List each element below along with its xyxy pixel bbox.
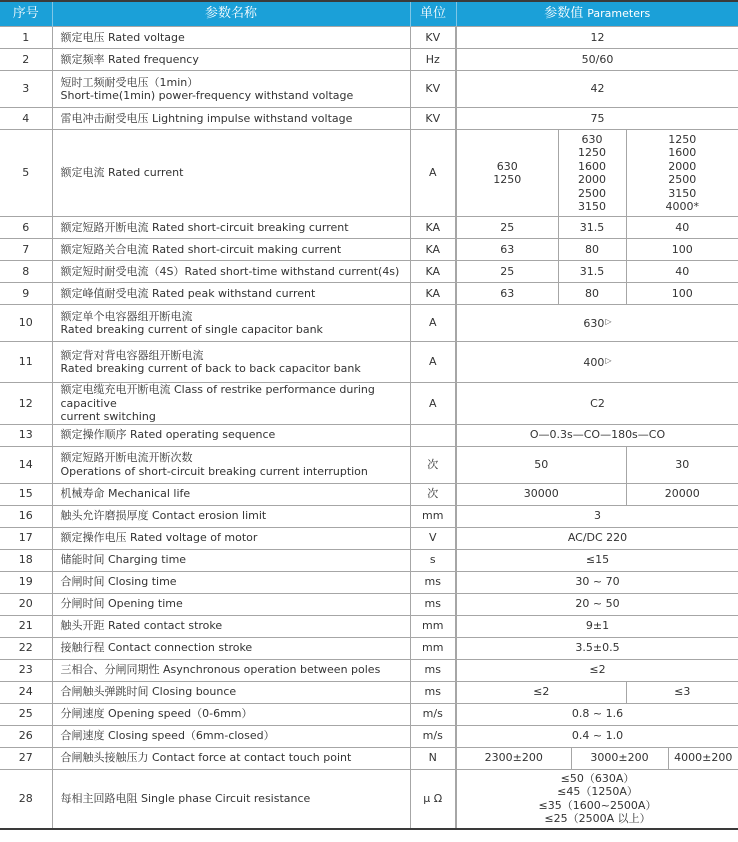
value-line: 1600 (668, 146, 697, 159)
param-name-en: Rated breaking current of single capacitor bank (60, 323, 323, 336)
param-name-cn: 额定短路开断电流开断次数 (60, 451, 193, 464)
param-value-col-3: 100 (626, 283, 738, 305)
param-name-en: Short-time(1min) power-frequency withstand voltage (60, 89, 354, 102)
table-row (0, 27, 738, 49)
param-name (52, 446, 410, 483)
row-number: 17 (0, 527, 52, 549)
param-name: 分闸时间 Opening time (52, 593, 410, 615)
param-name: 三相合、分闸同期性 Asynchronous operation between poles (52, 659, 410, 681)
table-row (0, 703, 738, 725)
param-unit: m/s (410, 703, 456, 725)
header-params-cn: 参数值 (544, 6, 584, 22)
param-value: 12 (456, 27, 738, 49)
row-number: 1 (0, 27, 52, 49)
param-unit: 次 (410, 446, 456, 483)
row-number: 12 (0, 383, 52, 425)
table-row (0, 49, 738, 71)
row-number: 3 (0, 71, 52, 108)
param-name: 储能时间 Charging time (52, 549, 410, 571)
value-text: 630 (583, 317, 605, 331)
param-unit: mm (410, 505, 456, 527)
row-number: 21 (0, 615, 52, 637)
param-value-col-1: 50 (456, 446, 626, 483)
table-row (0, 239, 738, 261)
row-number: 24 (0, 681, 52, 703)
param-value-col-2: 31.5 (558, 217, 626, 239)
param-name: 机械寿命 Mechanical life (52, 483, 410, 505)
row-number: 14 (0, 446, 52, 483)
table-row (0, 108, 738, 130)
param-value: O—0.3s—CO—180s—CO (456, 424, 738, 446)
param-name: 额定短时耐受电流（4S）Rated short-time withstand current(4s) (52, 261, 410, 283)
param-value: 0.8 ~ 1.6 (456, 703, 738, 725)
param-name: 额定电压 Rated voltage (52, 27, 410, 49)
triangle-marker-icon: ▷ (605, 356, 612, 366)
row-number: 19 (0, 571, 52, 593)
param-value: 50/60 (456, 49, 738, 71)
param-value-col-2 (558, 130, 626, 217)
table-row (0, 549, 738, 571)
row-number: 16 (0, 505, 52, 527)
param-name: 额定操作电压 Rated voltage of motor (52, 527, 410, 549)
param-value: 0.4 ~ 1.0 (456, 725, 738, 747)
row-number: 15 (0, 483, 52, 505)
param-name: 额定峰值耐受电流 Rated peak withstand current (52, 283, 410, 305)
table-row (0, 424, 738, 446)
param-value-col-3: 100 (626, 239, 738, 261)
param-value-col-1: 25 (456, 217, 558, 239)
param-name-en: current switching (60, 410, 156, 423)
param-name-cn: 额定背对背电容器组开断电流 (60, 348, 204, 362)
param-value-col-3: 4000±200 (668, 747, 738, 769)
param-name (52, 383, 410, 425)
param-name: 额定操作顺序 Rated operating sequence (52, 424, 410, 446)
table-row (0, 659, 738, 681)
header-params-en: Parameters (587, 7, 651, 21)
param-value-col-2: 80 (558, 283, 626, 305)
param-name: 额定频率 Rated frequency (52, 49, 410, 71)
param-unit: mm (410, 615, 456, 637)
param-unit: V (410, 527, 456, 549)
header-params (456, 1, 738, 27)
row-number: 5 (0, 130, 52, 217)
value-text: 400 (583, 356, 605, 370)
param-unit: Hz (410, 49, 456, 71)
param-unit: m/s (410, 725, 456, 747)
param-unit: KA (410, 261, 456, 283)
param-name: 合闸触头接触压力 Contact force at contact touch point (52, 747, 410, 769)
table-row (0, 446, 738, 483)
value-line: 2500 (578, 186, 606, 200)
value-line: 2000 (668, 159, 697, 173)
table-row (0, 283, 738, 305)
param-value-col-3: 40 (626, 261, 738, 283)
value-line: 2500 (668, 173, 697, 186)
param-value: C2 (456, 383, 738, 425)
param-unit: s (410, 549, 456, 571)
table-row (0, 615, 738, 637)
table-row (0, 571, 738, 593)
param-unit: KA (410, 239, 456, 261)
param-name: 合闸触头弹跳时间 Closing bounce (52, 681, 410, 703)
param-value-col-2: 31.5 (558, 261, 626, 283)
row-number: 13 (0, 424, 52, 446)
param-value: 3.5±0.5 (456, 637, 738, 659)
param-unit: μ Ω (410, 769, 456, 829)
param-value-col-2: ≤3 (626, 681, 738, 703)
row-number: 6 (0, 217, 52, 239)
param-name: 触头允许磨损厚度 Contact erosion limit (52, 505, 410, 527)
param-value: 20 ~ 50 (456, 593, 738, 615)
param-value: 30 ~ 70 (456, 571, 738, 593)
param-unit: ms (410, 659, 456, 681)
param-value-col-2: 3000±200 (571, 747, 668, 769)
param-unit: KA (410, 217, 456, 239)
param-name: 触头开距 Rated contact stroke (52, 615, 410, 637)
param-name: 接触行程 Contact connection stroke (52, 637, 410, 659)
param-name: 额定电流 Rated current (52, 130, 410, 217)
row-number: 11 (0, 342, 52, 383)
param-value: 3 (456, 505, 738, 527)
param-value-col-2: 80 (558, 239, 626, 261)
row-number: 28 (0, 769, 52, 829)
value-line: 4000* (665, 200, 699, 213)
value-line: 3150 (668, 186, 697, 200)
param-unit: 次 (410, 483, 456, 505)
table-row (0, 505, 738, 527)
table-row (0, 305, 738, 342)
param-unit: KA (410, 283, 456, 305)
param-name: 合闸时间 Closing time (52, 571, 410, 593)
table-row (0, 725, 738, 747)
value-line: ≤25（2500A 以上） (544, 812, 651, 825)
param-unit (410, 424, 456, 446)
table-row (0, 527, 738, 549)
param-name (52, 71, 410, 108)
header-name: 参数名称 (52, 1, 410, 27)
row-number: 10 (0, 305, 52, 342)
row-number: 4 (0, 108, 52, 130)
row-number: 23 (0, 659, 52, 681)
table-row (0, 130, 738, 217)
table-header-row (0, 1, 738, 27)
row-number: 8 (0, 261, 52, 283)
value-line: 630 (581, 132, 603, 146)
param-name-en: Operations of short-circuit breaking current interruption (60, 464, 368, 478)
param-unit: N (410, 747, 456, 769)
row-number: 7 (0, 239, 52, 261)
table-row (0, 747, 738, 769)
row-number: 9 (0, 283, 52, 305)
table-row (0, 217, 738, 239)
table-row (0, 593, 738, 615)
param-value: 9±1 (456, 615, 738, 637)
param-value-col-2: 20000 (626, 483, 738, 505)
param-value-col-1: ≤2 (456, 681, 626, 703)
param-name: 分闸速度 Opening speed（0-6mm） (52, 703, 410, 725)
param-name-cn: 短时工频耐受电压（1min） (60, 75, 199, 89)
value-line: 630 (496, 159, 518, 173)
param-value: 42 (456, 71, 738, 108)
param-unit: A (410, 383, 456, 425)
row-number: 20 (0, 593, 52, 615)
row-number: 27 (0, 747, 52, 769)
param-unit: mm (410, 637, 456, 659)
row-number: 22 (0, 637, 52, 659)
param-value (456, 305, 738, 342)
header-unit: 单位 (410, 1, 456, 27)
table-row (0, 483, 738, 505)
param-value-col-1: 63 (456, 239, 558, 261)
value-line: 1250 (668, 132, 697, 146)
table-row (0, 383, 738, 425)
param-name: 额定短路开断电流 Rated short-circuit breaking current (52, 217, 410, 239)
value-line: 3150 (578, 200, 606, 213)
param-unit: ms (410, 593, 456, 615)
param-value (456, 769, 738, 829)
param-name: 合闸速度 Closing speed（6mm-closed） (52, 725, 410, 747)
table-row (0, 769, 738, 829)
param-value-col-2: 30 (626, 446, 738, 483)
value-line: ≤35（1600~2500A） (538, 798, 657, 812)
value-line: ≤50（630A） (560, 771, 635, 785)
param-unit: KV (410, 27, 456, 49)
header-seq: 序号 (0, 1, 52, 27)
triangle-marker-icon: ▷ (605, 317, 612, 327)
value-line: ≤45（1250A） (557, 785, 638, 798)
param-unit: ms (410, 681, 456, 703)
param-unit: A (410, 130, 456, 217)
value-line: 1600 (578, 159, 606, 173)
param-name-en: Rated breaking current of back to back capacitor bank (60, 362, 361, 375)
param-value-col-3 (626, 130, 738, 217)
param-value: ≤2 (456, 659, 738, 681)
value-line: 1250 (493, 173, 522, 186)
param-name-cn: 额定电缆充电开断电流 Class of restrike performance during capacitive (60, 383, 375, 410)
param-unit: KV (410, 108, 456, 130)
row-number: 2 (0, 49, 52, 71)
table-row (0, 342, 738, 383)
param-name (52, 342, 410, 383)
param-unit: A (410, 342, 456, 383)
value-line: 2000 (578, 173, 606, 186)
param-unit: ms (410, 571, 456, 593)
param-value: ≤15 (456, 549, 738, 571)
param-value (456, 342, 738, 383)
param-value-col-1: 2300±200 (456, 747, 571, 769)
param-value-col-1: 63 (456, 283, 558, 305)
table-row (0, 681, 738, 703)
table-row (0, 261, 738, 283)
param-value-col-3: 40 (626, 217, 738, 239)
row-number: 18 (0, 549, 52, 571)
row-number: 26 (0, 725, 52, 747)
param-value-col-1: 30000 (456, 483, 626, 505)
param-value: AC/DC 220 (456, 527, 738, 549)
param-name: 每相主回路电阻 Single phase Circuit resistance (52, 769, 410, 829)
param-name (52, 305, 410, 342)
param-name-cn: 额定单个电容器组开断电流 (60, 309, 193, 323)
param-name: 雷电冲击耐受电压 Lightning impulse withstand voltage (52, 108, 410, 130)
value-line: 1250 (578, 146, 606, 159)
param-unit: KV (410, 71, 456, 108)
table-row (0, 71, 738, 108)
param-value-col-1: 25 (456, 261, 558, 283)
param-value: 75 (456, 108, 738, 130)
param-name: 额定短路关合电流 Rated short-circuit making current (52, 239, 410, 261)
param-value-col-1 (456, 130, 558, 217)
table-row (0, 637, 738, 659)
param-unit: A (410, 305, 456, 342)
row-number: 25 (0, 703, 52, 725)
